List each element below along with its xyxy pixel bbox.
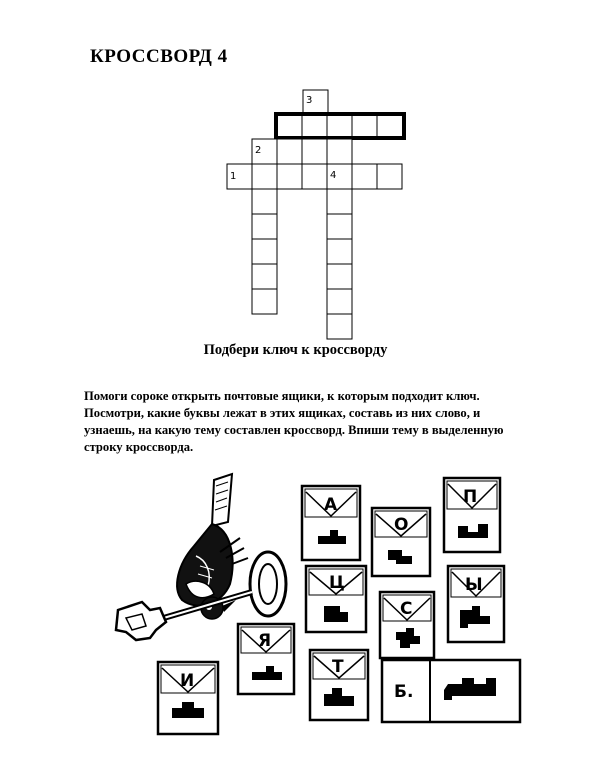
mailbox-letter: Т — [332, 657, 344, 677]
mailbox-letter: Б. — [394, 682, 414, 702]
mailbox-envelope[interactable] — [310, 650, 368, 720]
mailbox-letter: С — [400, 599, 413, 619]
mailbox-envelope[interactable] — [306, 566, 366, 632]
clue-number-3: 3 — [306, 95, 313, 106]
mailbox-envelope[interactable] — [238, 624, 294, 694]
instruction-line: Посмотри, какие буквы лежат в этих ящиках, составь из них слово, и — [84, 406, 481, 420]
crossword-column-2[interactable] — [252, 189, 277, 314]
illustration — [0, 460, 591, 760]
crossword-grid — [0, 0, 591, 350]
instruction-line: узнаешь, на какую тему составлен кроссворд. Впиши тему в выделенную — [84, 423, 504, 437]
subtitle: Подбери ключ к кроссворду — [203, 342, 388, 358]
crossword-row-2[interactable] — [252, 139, 352, 164]
mailbox-envelope[interactable] — [444, 478, 500, 552]
crossword-column-4[interactable] — [327, 189, 352, 339]
mailbox-letter: П — [463, 487, 478, 507]
mailbox-letter: Ы — [465, 575, 483, 595]
mailbox-envelope[interactable] — [372, 508, 430, 576]
clue-number-1: 1 — [230, 171, 237, 182]
instructions-text — [84, 388, 544, 456]
mailbox-envelope[interactable] — [448, 566, 504, 642]
crossword-row-1[interactable] — [227, 164, 402, 189]
mailbox-letter: И — [180, 671, 195, 691]
instruction-line: Помоги сороке открыть почтовые ящики, к которым подходит ключ. — [84, 389, 480, 403]
mailbox-open[interactable] — [382, 660, 520, 722]
highlighted-row[interactable] — [276, 114, 404, 138]
clue-number-4: 4 — [330, 170, 337, 181]
mailbox-envelope[interactable] — [158, 662, 218, 734]
mailbox-letter: Ц — [329, 573, 345, 593]
clue-number-2: 2 — [255, 145, 262, 156]
instruction-line: строку кроссворда. — [84, 440, 194, 454]
mailbox-letter: О — [394, 515, 409, 535]
mailbox-envelope[interactable] — [302, 486, 360, 560]
page-title: КРОССВОРД 4 — [90, 46, 228, 67]
mailbox-envelope[interactable] — [380, 592, 434, 658]
mailbox-letter: Я — [258, 631, 272, 651]
mailbox-letter: А — [324, 495, 338, 515]
